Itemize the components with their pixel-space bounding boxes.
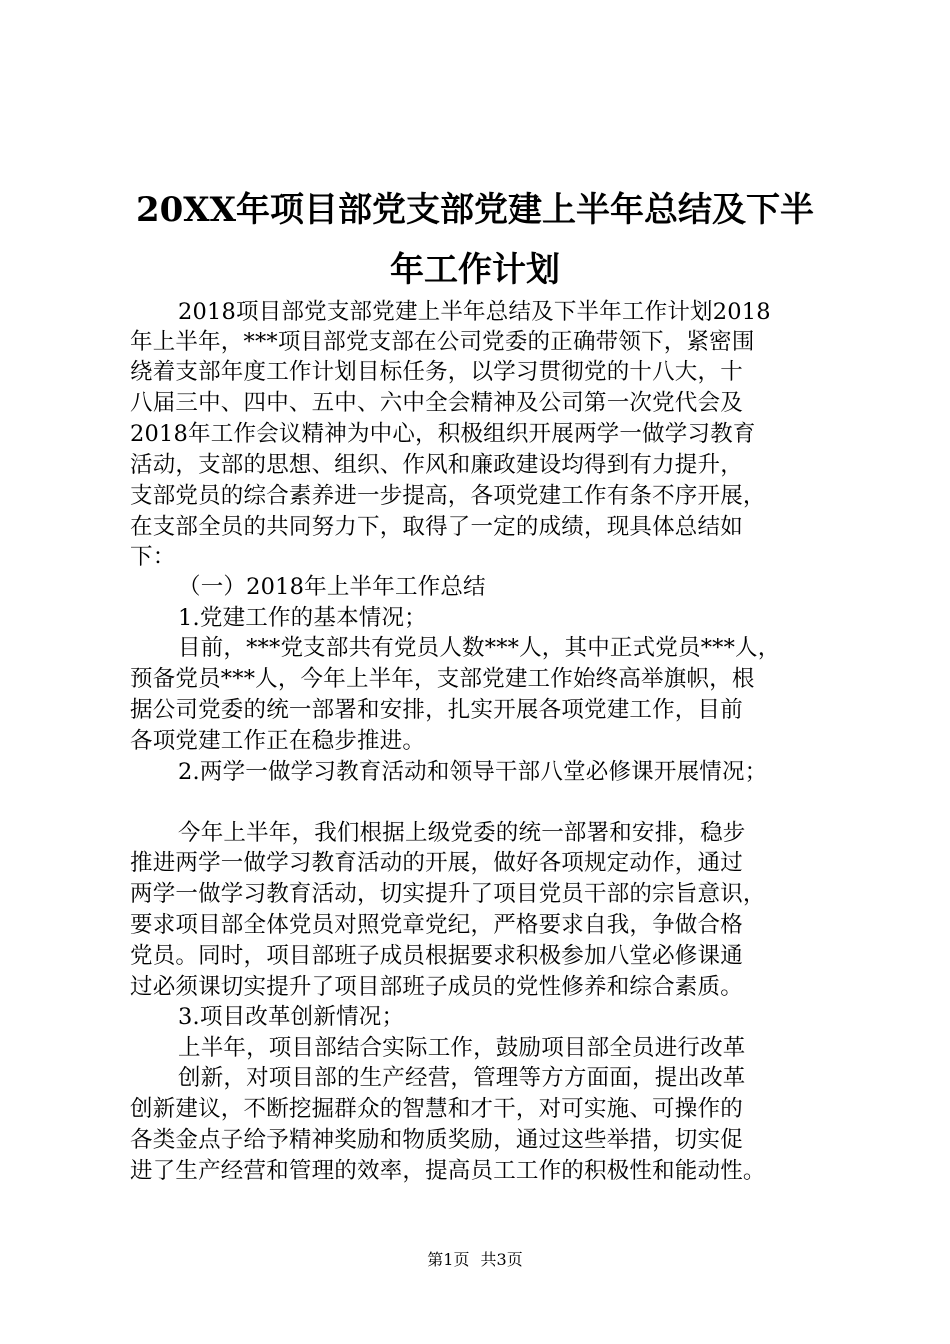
body-line: 创新建议，不断挖掘群众的智慧和才干，对可实施、可操作的 bbox=[130, 1096, 743, 1122]
body-line: 要求项目部全体党员对照党章党纪，严格要求自我，争做合格 bbox=[130, 912, 743, 938]
body-line: 过必须课切实提升了项目部班子成员的党性修养和综合素质。 bbox=[130, 974, 743, 1000]
body-line: 党员。同时，项目部班子成员根据要求积极参加八堂必修课通 bbox=[130, 943, 743, 969]
body-line: 预备党员***人，今年上半年，支部党建工作始终高举旗帜，根 bbox=[130, 666, 755, 692]
body-line: 支部党员的综合素养进一步提高，各项党建工作有条不序开展， bbox=[130, 483, 766, 509]
section-heading: （一）2018年上半年工作总结 bbox=[178, 574, 486, 600]
body-line: 今年上半年，我们根据上级党委的统一部署和安排，稳步 bbox=[178, 820, 746, 846]
body-line: 活动，支部的思想、组织、作风和廉政建设均得到有力提升， bbox=[130, 452, 743, 478]
body-line: 进了生产经营和管理的效率，提高员工工作的积极性和能动性。 bbox=[130, 1158, 766, 1184]
body-line: 下： bbox=[130, 544, 176, 570]
body-line: 各项党建工作正在稳步推进。 bbox=[130, 728, 426, 754]
body-line: 2018年工作会议精神为中心，积极组织开展两学一做学习教育 bbox=[130, 421, 756, 447]
body-line: 各类金点子给予精神奖励和物质奖励，通过这些举措，切实促 bbox=[130, 1127, 743, 1153]
body-line: 绕着支部年度工作计划目标任务，以学习贯彻党的十八大，十 bbox=[130, 359, 743, 385]
document-title-line1: 20XX年项目部党支部党建上半年总结及下半 bbox=[135, 190, 815, 230]
page-number: 第1页 bbox=[427, 1250, 470, 1269]
page-total: 共3页 bbox=[480, 1250, 523, 1269]
page-footer bbox=[0, 1247, 950, 1270]
body-line: 在支部全员的共同努力下，取得了一定的成绩，现具体总结如 bbox=[130, 514, 743, 540]
body-line: 年上半年，***项目部党支部在公司党委的正确带领下，紧密围 bbox=[130, 329, 755, 355]
body-line: 2018项目部党支部党建上半年总结及下半年工作计划2018 bbox=[178, 299, 771, 325]
body-line: 八届三中、四中、五中、六中全会精神及公司第一次党代会及 bbox=[130, 390, 743, 416]
body-line: 两学一做学习教育活动，切实提升了项目党员干部的宗旨意识， bbox=[130, 881, 766, 907]
document-title-line2: 年工作计划 bbox=[390, 250, 560, 290]
body-line: 据公司党委的统一部署和安排，扎实开展各项党建工作，目前 bbox=[130, 697, 743, 723]
subsection-heading: 1.党建工作的基本情况； bbox=[178, 605, 427, 631]
body-line: 上半年，项目部结合实际工作，鼓励项目部全员进行改革 bbox=[178, 1035, 746, 1061]
subsection-heading: 2.两学一做学习教育活动和领导干部八堂必修课开展情况； bbox=[178, 759, 768, 785]
body-line: 目前，***党支部共有党员人数***人，其中正式党员***人， bbox=[178, 635, 781, 661]
body-line: 创新，对项目部的生产经营，管理等方方面面，提出改革 bbox=[178, 1065, 746, 1091]
subsection-heading: 3.项目改革创新情况； bbox=[178, 1004, 405, 1030]
body-line: 推进两学一做学习教育活动的开展，做好各项规定动作，通过 bbox=[130, 850, 743, 876]
